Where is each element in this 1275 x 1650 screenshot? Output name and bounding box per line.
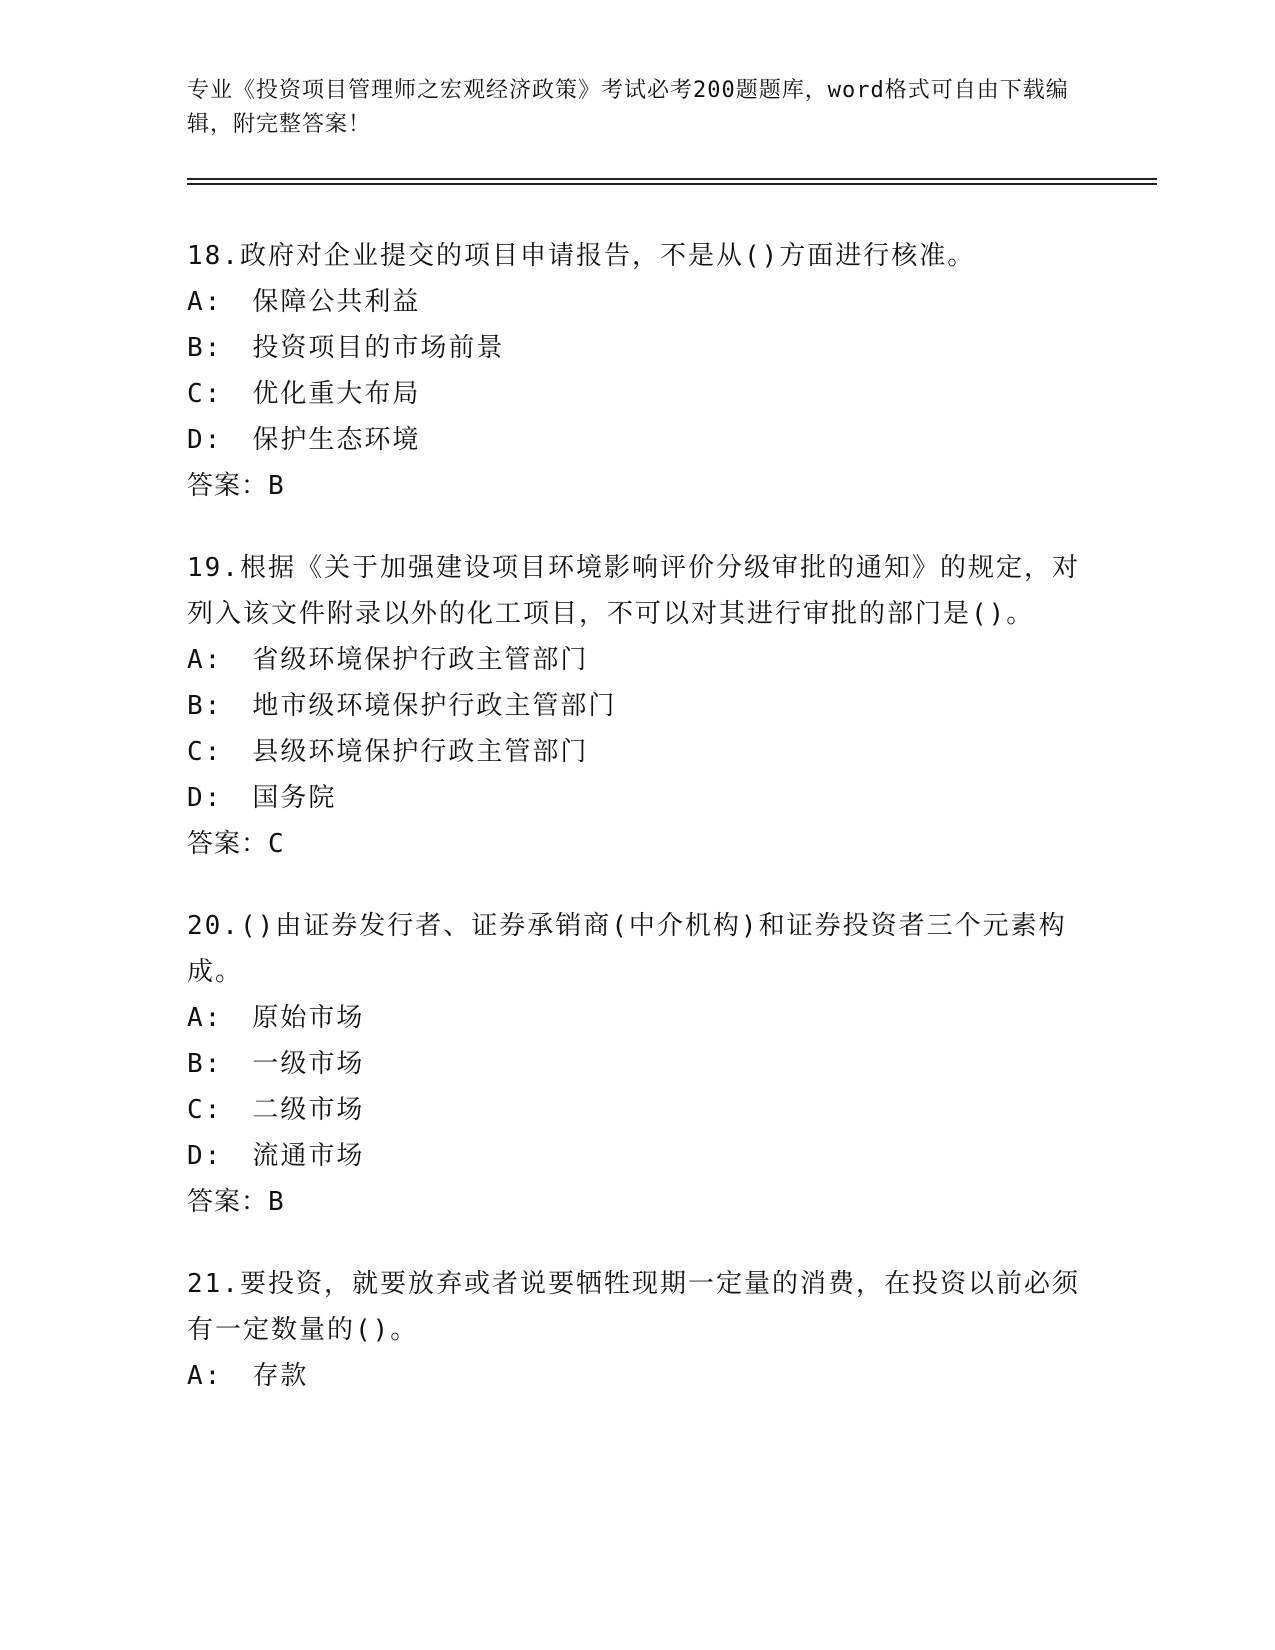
answer-line [187,821,1087,867]
answer-value: B [268,1187,285,1217]
option-text: 一级市场 [252,1049,365,1079]
answer-line [187,1179,1087,1225]
option-c [187,1087,1087,1133]
option-d [187,775,1087,821]
option-a [187,1353,1087,1399]
option-text: 存款 [252,1361,309,1391]
question-text: 20.()由证券发行者、证券承销商(中介机构)和证券投资者三个元素构成。 [187,911,1067,987]
question-20 [187,903,1087,1225]
option-letter: B: [187,691,223,721]
option-letter: C: [187,1095,223,1125]
option-letter: C: [187,737,223,767]
option-a [187,279,1087,325]
option-a [187,995,1087,1041]
option-text: 国务院 [252,783,337,813]
option-c [187,729,1087,775]
option-text: 地市级环境保护行政主管部门 [252,691,617,721]
option-d [187,1133,1087,1179]
question-19 [187,545,1087,867]
option-letter: C: [187,379,223,409]
option-letter: D: [187,425,223,455]
option-letter: B: [187,333,223,363]
document-header: 专业《投资项目管理师之宏观经济政策》考试必考200题题库，word格式可自由下载编辑，附完整答案！ [187,78,1069,137]
option-c [187,371,1087,417]
option-letter: D: [187,1141,223,1171]
question-text: 21.要投资，就要放弃或者说要牺牲现期一定量的消费，在投资以前必须有一定数量的()。 [187,1269,1080,1345]
header-divider-bottom [187,183,1157,185]
option-text: 县级环境保护行政主管部门 [252,737,589,767]
answer-label: 答案： [187,471,269,501]
question-21 [187,1261,1087,1399]
answer-line [187,463,1087,509]
option-text: 保障公共利益 [252,287,421,317]
option-b [187,683,1087,729]
option-d [187,417,1087,463]
option-a [187,637,1087,683]
option-letter: A: [187,1361,223,1391]
option-b [187,1041,1087,1087]
option-text: 投资项目的市场前景 [252,333,505,363]
option-letter: D: [187,783,223,813]
question-list [187,233,1087,1435]
answer-value: B [268,471,285,501]
option-letter: A: [187,645,223,675]
answer-label: 答案： [187,829,269,859]
question-text: 18.政府对企业提交的项目申请报告，不是从()方面进行核准。 [187,241,976,271]
option-letter: B: [187,1049,223,1079]
answer-label: 答案： [187,1187,269,1217]
question-18 [187,233,1087,509]
option-text: 保护生态环境 [252,425,421,455]
option-letter: A: [187,287,223,317]
answer-value: C [268,829,285,859]
option-text: 原始市场 [252,1003,365,1033]
header-divider-top [187,178,1157,180]
document-page [187,0,1157,1650]
option-text: 省级环境保护行政主管部门 [252,645,589,675]
option-text: 二级市场 [252,1095,365,1125]
question-text: 19.根据《关于加强建设项目环境影响评价分级审批的通知》的规定，对列入该文件附录以外的化工项目，不可以对其进行审批的部门是()。 [187,553,1080,629]
option-b [187,325,1087,371]
option-letter: A: [187,1003,223,1033]
option-text: 优化重大布局 [252,379,421,409]
option-text: 流通市场 [252,1141,365,1171]
